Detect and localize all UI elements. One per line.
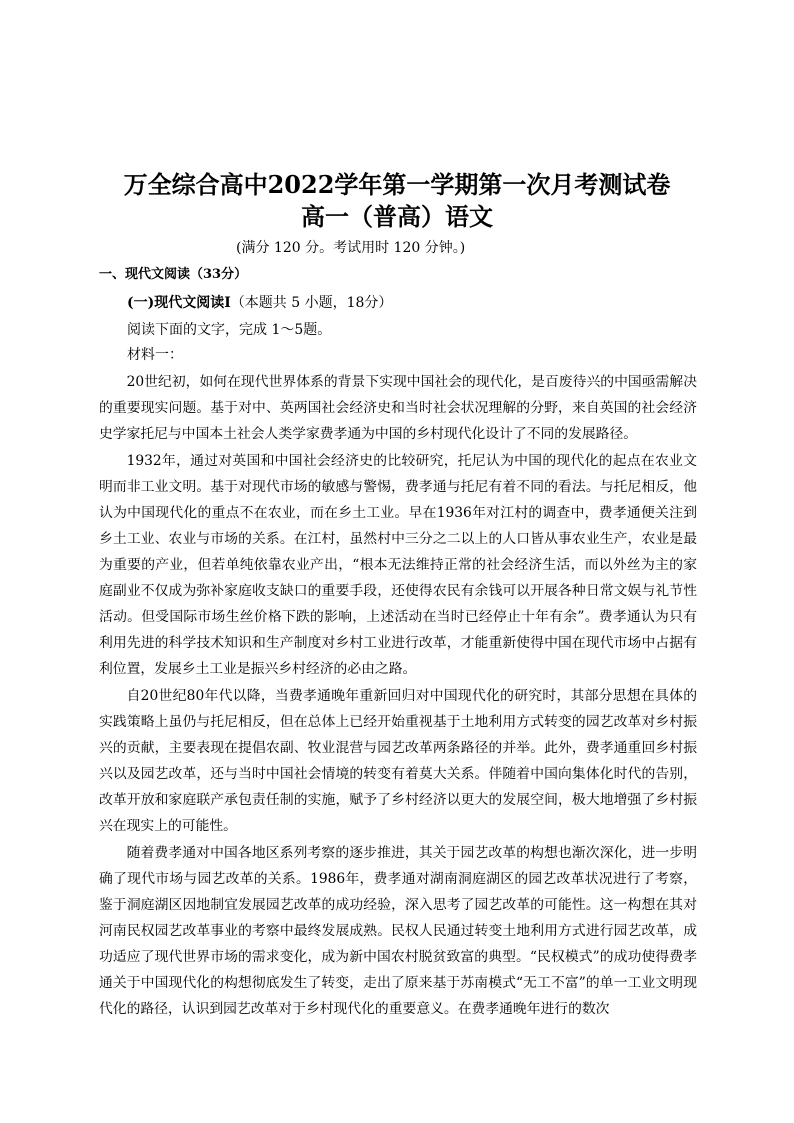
exam-note: (满分 120 分。考试用时 120 分钟。) — [236, 240, 466, 256]
section-heading: 一、现代文阅读（33分） — [99, 267, 248, 282]
material-label: 材料一： — [127, 347, 183, 363]
reading-instruction: 阅读下面的文字，完成 1～5题。 — [127, 322, 332, 338]
exam-subtitle: 高一（普高）语文 — [301, 202, 493, 231]
passage-paragraph: 随着费孝通对中国各地区系列考察的逐步推进，其关于园艺改革的构想也渐次深化，进一步明确了现代市场与园艺改革的关系。1986年，费孝通对湖南洞庭湖区的园艺改革状况进行了考察，鉴于洞庭湖区因地制宜发展园艺改革的成功经验，深入思考了园艺改革的可能性。这一构想在其对河南民权园艺改革事业的考察中最终发展成熟。民权人民通过转变土地利用方式进行园艺改革，成功适应了现代世界市场的需求变化，成为新中国农村脱贫致富的典型。“民权模式”的成功使得费孝通关于中国现代化的构想彻底发生了转变，走出了原来基于苏南模式“无工不富”的单一工业文明现代化的路径，认识到园艺改革对于乡村现代化的重要意义。在费孝通晚年进行的数次 — [99, 844, 697, 1018]
passage-paragraph: 1932年，通过对英国和中国社会经济史的比较研究，托尼认为中国的现代化的起点在农业文明而非工业文明。基于对现代市场的敏感与警惕，费孝通与托尼有着不同的看法。与托尼相反，他认为中国现代化的重点不在农业，而在乡土工业。早在1936年对江村的调查中，费孝通便关注到乡土工业、农业与市场的关系。在江村，虽然村中三分之二以上的人口皆从事农业生产，农业是最为重要的产业，但若单纯依靠农业产出，“根本无法维持正常的社会经济生活，而以外丝为主的家庭副业不仅成为弥补家庭收支缺口的重要手段，还使得农民有余钱可以开展各种日常文娱与礼节性活动。但受国际市场生丝价格下跌的影响，上述活动在当时已经停止十年有余”。费孝通认为只有利用先进的科学技术知识和生产制度对乡村工业进行改革，才能重新使得中国在现代市场中占据有利位置，发展乡土工业是振兴乡村经济的必由之路。 — [99, 452, 697, 678]
subsection-heading — [127, 293, 392, 313]
passage-body — [99, 369, 697, 1023]
subsection-label: (一)现代文阅读Ⅰ — [127, 295, 231, 311]
passage-paragraph: 20世纪初，如何在现代世界体系的背景下实现中国社会的现代化，是百废待兴的中国亟需解决的重要现实问题。基于对中、英两国社会经济史和当时社会状况理解的分野，来自英国的社会经济史学家托尼与中国本土社会人类学家费孝通为中国的乡村现代化设计了不同的发展路径。 — [99, 374, 697, 443]
exam-title: 万全综合高中2022学年第一学期第一次月考测试卷 — [123, 170, 671, 199]
passage-paragraph: 自20世纪80年代以降，当费孝通晚年重新回归对中国现代化的研究时，其部分思想在具体的实践策略上虽仍与托尼相反，但在总体上已经开始重视基于土地利用方式转变的园艺改革对乡村振兴的贡献，主要表现在提倡农副、牧业混营与园艺改革两条路径的并举。此外，费孝通重回乡村振兴以及园艺改革，还与当时中国社会情境的转变有着莫大关系。伴随着中国向集体化时代的告别，改革开放和家庭联产承包责任制的实施，赋予了乡村经济以更大的发展空间，极大地增强了乡村振兴在现实上的可能性。 — [99, 687, 697, 835]
subsection-detail: （本题共 5 小题，18分） — [230, 295, 393, 311]
